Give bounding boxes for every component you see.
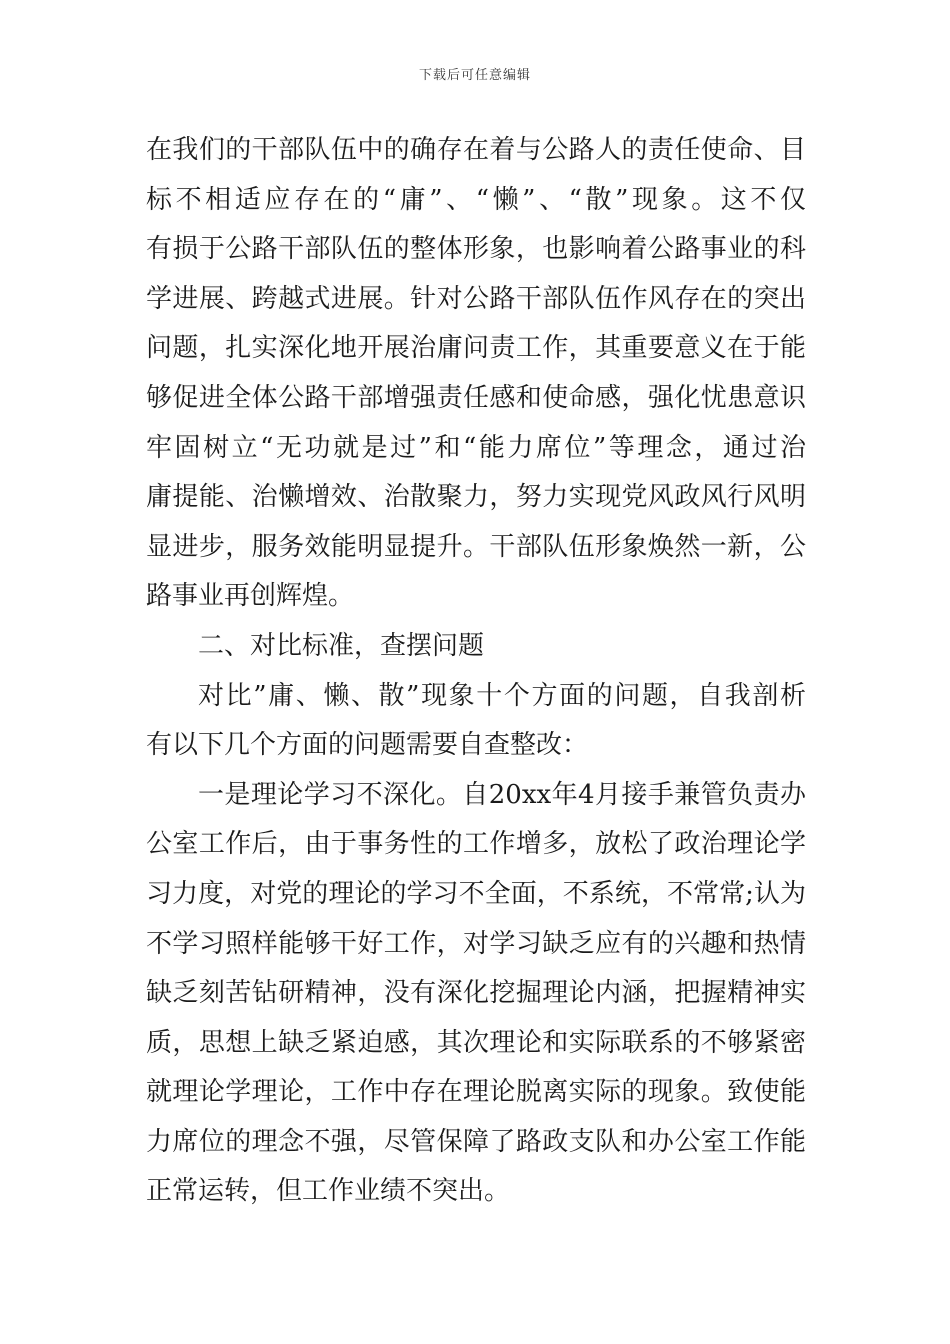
body-line: 习力度，对党的理论的学习不全面，不系统，不常常;认为 [146, 878, 806, 909]
body-line: 正常运转，但工作业绩不突出。 [146, 1176, 511, 1207]
body-line: 学进展、跨越式进展。针对公路干部队伍作风存在的突出 [146, 283, 806, 314]
body-line: 路事业再创辉煌。 [146, 581, 355, 612]
body-line: 庸提能、治懒增效、治散聚力，努力实现党风政风行风明 [146, 482, 806, 513]
body-line: 一是理论学习不深化。自20xx年4月接手兼管负责办 [198, 779, 806, 810]
body-line: 就理论学理论，工作中存在理论脱离实际的现象。致使能 [146, 1077, 806, 1108]
body-line: 力席位的理念不强，尽管保障了路政支队和办公室工作能 [146, 1126, 806, 1157]
body-line: 问题，扎实深化地开展治庸问责工作，其重要意义在于能 [146, 333, 806, 364]
body-line: 在我们的干部队伍中的确存在着与公路人的责任使命、目 [146, 135, 806, 165]
body-line: 不学习照样能够干好工作，对学习缺乏应有的兴趣和热情 [146, 928, 806, 959]
body-line: 显进步，服务效能明显提升。干部队伍形象焕然一新，公 [146, 531, 806, 562]
body-line: 有损于公路干部队伍的整体形象，也影响着公路事业的科 [146, 234, 806, 265]
body-line: 够促进全体公路干部增强责任感和使命感，强化忧患意识 [146, 382, 806, 413]
body-line: 质，思想上缺乏紧迫感，其次理论和实际联系的不够紧密 [146, 1027, 806, 1058]
body-line: 标不相适应存在的“庸”、“懒”、“散”现象。这不仅 [146, 184, 806, 215]
body-line: 公室工作后，由于事务性的工作增多，放松了政治理论学 [146, 829, 806, 860]
document-body [146, 126, 806, 1217]
body-line: 牢固树立“无功就是过”和“能力席位”等理念，通过治 [146, 432, 806, 463]
body-line: 缺乏刻苦钻研精神，没有深化挖掘理论内涵，把握精神实 [146, 978, 806, 1009]
section-heading: 二、对比标准，查摆问题 [198, 630, 485, 661]
body-line: 有以下几个方面的问题需要自查整改： [146, 730, 589, 761]
body-line: 对比”庸、懒、散”现象十个方面的问题，自我剖析 [198, 680, 806, 711]
page-header-note: 下载后可任意编辑 [418, 68, 531, 83]
